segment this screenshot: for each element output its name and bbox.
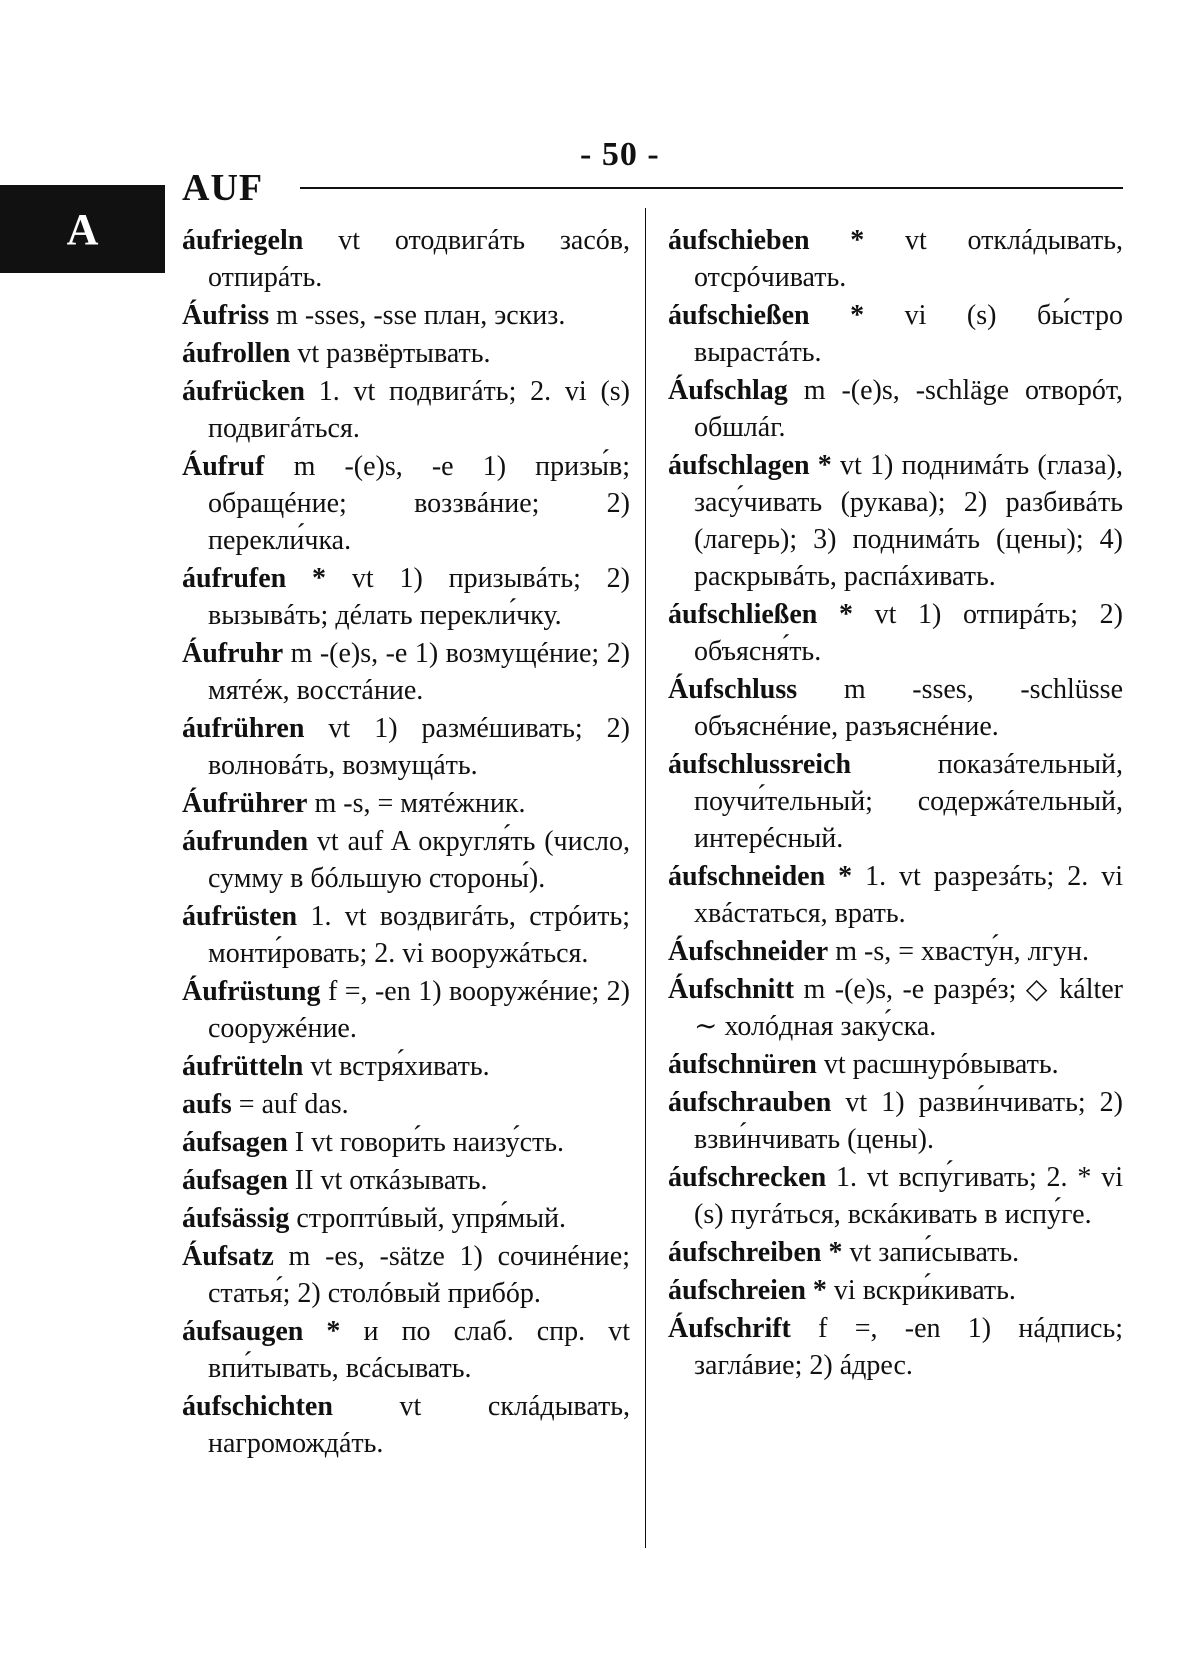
headword: Áufruf <box>182 451 265 482</box>
definition: f =, -en 1) вооружéние; 2) сооружéние. <box>208 976 631 1044</box>
headword: Áufriss <box>182 300 270 331</box>
headword: Áufschrift <box>668 1313 791 1344</box>
headword: áufschreien * <box>668 1275 827 1306</box>
dictionary-entry <box>182 1313 630 1387</box>
headword: áufrüsten <box>182 901 298 932</box>
dictionary-entry <box>668 671 1123 745</box>
dictionary-entry <box>668 297 1123 371</box>
dictionary-entry <box>182 823 630 897</box>
dictionary-entry <box>182 898 630 972</box>
headword: áufschrauben <box>668 1087 832 1118</box>
headword: Áufschnitt <box>668 974 795 1005</box>
dictionary-entry <box>182 785 630 822</box>
definition: m -(e)s, -e разрéз; ◇ kálter ∼ холóдная заку́ска. <box>694 974 1124 1042</box>
dictionary-entry <box>182 1388 630 1462</box>
headword: áufschießen * <box>668 300 865 331</box>
header-rule <box>300 187 1123 189</box>
headword: áufrühren <box>182 713 305 744</box>
dictionary-entry <box>182 335 630 372</box>
definition: строптúвый, упря́мый. <box>296 1203 566 1234</box>
headword: Áufschlag <box>668 375 788 406</box>
dictionary-entry <box>668 1272 1123 1309</box>
headword: áufsagen <box>182 1127 288 1158</box>
dictionary-entry <box>668 933 1123 970</box>
dictionary-entry <box>668 746 1123 857</box>
headword: áufsässig <box>182 1203 290 1234</box>
definition: vt отклáдывать, отсрóчивать. <box>694 225 1123 293</box>
definition: m -(e)s, -e 1) возмущéние; 2) мятéж, восстáние. <box>208 638 630 706</box>
definition: vt склáдывать, нагромождáть. <box>208 1391 630 1459</box>
definition: vt отодвигáть засóв, отпирáть. <box>208 225 630 293</box>
definition: m -(e)s, -schläge отворóт, обшлáг. <box>694 375 1123 443</box>
dictionary-entry <box>182 1086 630 1123</box>
headword: áufschlagen * <box>668 450 832 481</box>
headword: áufsagen <box>182 1165 288 1196</box>
definition: vt расшнурóвывать. <box>823 1049 1059 1080</box>
dictionary-entry <box>668 1046 1123 1083</box>
definition: vt 1) отпирáть; 2) объясня́ть. <box>694 599 1123 667</box>
headword: áufschieben * <box>668 225 865 256</box>
headword: áufrunden <box>182 826 309 857</box>
headword: áufschließen * <box>668 599 853 630</box>
dictionary-entry <box>182 1048 630 1085</box>
definition: vt встря́хивать. <box>310 1051 490 1082</box>
dictionary-entry <box>182 222 630 296</box>
headword: áufrollen <box>182 338 291 369</box>
headword: Áufsatz <box>182 1241 274 1272</box>
definition: m -es, -sätze 1) сочинéние; статья́; 2) столóвый прибóр. <box>208 1241 630 1309</box>
definition: m -(e)s, -e 1) призы́в; обращéние; воззвáние; 2) перекли́чка. <box>208 451 630 556</box>
headword: Áufrührer <box>182 788 308 819</box>
definition: vt 1) призывáть; 2) вызывáть; дéлать перекли́чку. <box>208 563 630 631</box>
definition: 1. vt разрезáть; 2. vi хвáстаться, врать. <box>694 861 1124 929</box>
thumb-index-letter: A <box>66 204 99 254</box>
dictionary-entry <box>182 560 630 634</box>
dictionary-entry <box>182 635 630 709</box>
dictionary-entry <box>668 1159 1123 1233</box>
definition: f =, -en 1) нáдпись; заглáвие; 2) áдрес. <box>694 1313 1123 1381</box>
dictionary-entry <box>668 971 1123 1045</box>
definition: I vt говори́ть наизу́сть. <box>294 1127 565 1158</box>
dictionary-entry <box>182 1200 630 1237</box>
headword: áufschreiben * <box>668 1237 843 1268</box>
definition: vt запи́сывать. <box>849 1237 1020 1268</box>
page-number: - 50 - <box>580 136 660 173</box>
definition: 1. vt вспу́гивать; 2. * vi (s) пугáться, вскáкивать в испу́ге. <box>694 1162 1124 1230</box>
column-divider <box>645 208 646 1548</box>
definition: и по слаб. спр. vt впи́тывать, всáсывать. <box>208 1316 631 1384</box>
headword: áufschichten <box>182 1391 333 1422</box>
headword: áufrücken <box>182 376 305 407</box>
definition: II vt откáзывать. <box>294 1165 488 1196</box>
dictionary-entry <box>182 710 630 784</box>
dictionary-entry <box>182 373 630 447</box>
headword: áufschlussreich <box>668 749 852 780</box>
headword: áufrufen * <box>182 563 327 594</box>
dictionary-entry <box>182 448 630 559</box>
dictionary-entry <box>182 1238 630 1312</box>
headword: áufschrecken <box>668 1162 827 1193</box>
definition: m -sses, -schlüsse объяснéние, разъяснéние. <box>694 674 1123 742</box>
definition: vt 1) разви́нчивать; 2) взви́нчивать (цены). <box>694 1087 1123 1155</box>
dictionary-entry <box>668 1310 1123 1384</box>
dictionary-entry <box>182 297 630 334</box>
dictionary-entry <box>668 1084 1123 1158</box>
headword: aufs <box>182 1089 232 1120</box>
definition: m -sses, -sse план, эскиз. <box>276 300 566 331</box>
definition: vt 1) поднимáть (глаза), засу́чивать (рукава); 2) разбивáть (лагерь); 3) поднимáть (цены); 4) раскрывáть, распáхивать. <box>694 450 1123 592</box>
headword: áufschneiden * <box>668 861 853 892</box>
left-column <box>182 222 630 1463</box>
definition: vi вскри́кивать. <box>833 1275 1016 1306</box>
definition: vt 1) размéшивать; 2) волновáть, возмущáть. <box>208 713 630 781</box>
headword: Áufruhr <box>182 638 284 669</box>
thumb-index-tab <box>0 185 165 273</box>
headword: áufschnüren <box>668 1049 817 1080</box>
headword: Áufschneider <box>668 936 829 967</box>
headword: Áufschluss <box>668 674 798 705</box>
headword: áufrütteln <box>182 1051 304 1082</box>
dictionary-entry <box>668 222 1123 296</box>
definition: vt развёртывать. <box>297 338 491 369</box>
definition: m -s, = мятéжник. <box>314 788 526 819</box>
dictionary-entry <box>668 1234 1123 1271</box>
definition: m -s, = хвасту́н, лгун. <box>835 936 1090 967</box>
dictionary-entry <box>668 858 1123 932</box>
headword: áufsaugen * <box>182 1316 341 1347</box>
definition: vt auf A округля́ть (число, сумму в бóльшую стороны́). <box>208 826 631 894</box>
definition: показáтельный, поучи́тельный; содержáтельный, интерéсный. <box>694 749 1123 854</box>
dictionary-entry <box>668 372 1123 446</box>
dictionary-entry <box>182 1124 630 1161</box>
definition: vi (s) бы́стро вырастáть. <box>694 300 1124 368</box>
dictionary-entry <box>668 447 1123 595</box>
definition: 1. vt подвигáть; 2. vi (s) подвигáться. <box>208 376 630 444</box>
right-column <box>668 222 1123 1385</box>
headword: Áufrüstung <box>182 976 321 1007</box>
dictionary-entry <box>668 596 1123 670</box>
definition: = auf das. <box>238 1089 349 1120</box>
running-head: AUF <box>182 167 264 209</box>
definition: 1. vt воздвигáть, стрóить; монти́ровать; 2. vi вооружáться. <box>208 901 630 969</box>
dictionary-entry <box>182 1162 630 1199</box>
dictionary-entry <box>182 973 630 1047</box>
headword: áufriegeln <box>182 225 304 256</box>
